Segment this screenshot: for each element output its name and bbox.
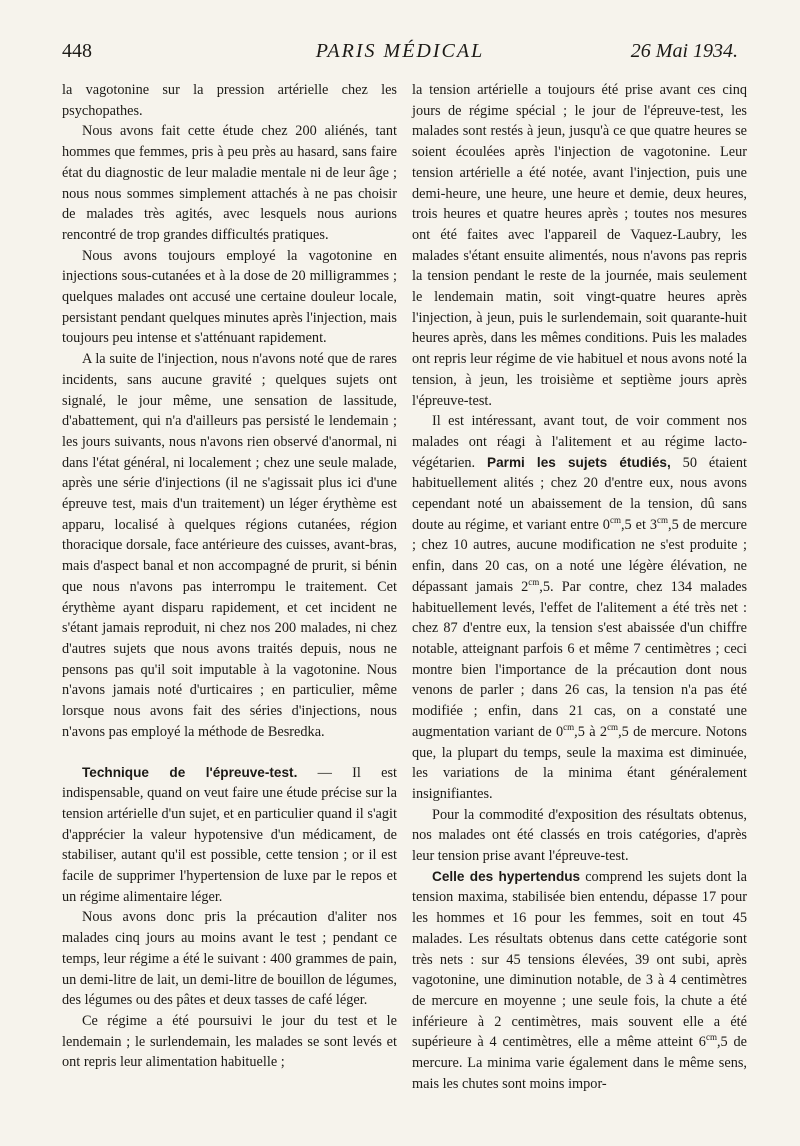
- section-heading: Technique de l'épreuve-test.: [82, 764, 298, 780]
- issue-date: 26 Mai 1934.: [630, 40, 738, 62]
- paragraph: A la suite de l'injection, nous n'avons noté que de rares incidents, sans aucune gravité ; quelques sujets ont signalé, le jour même, une sensation de lassitude, d'abattement, qui n'a d'ailleurs pas persisté le lendemain ; les jours suivants, nous n'avons rien observé d'anormal, ni dans l'état général, ni localement ; chez une seule malade, après une série d'injections (il ne s'agissait plus ici d'une épreuve test, mais d'un traitement) un léger érythème est apparu, localisé à quelques régions cutanées, région thoracique dorsale, face antérieure des cuisses, avant-bras, mais d'aspect banal et non accompagné de prurit, si bénin que nous n'avons pas interrompu le traitement. Cet érythème ayant disparu rapidement, et cet incident ne s'étant jamais reproduit, ni chez nos 200 malades, ni chez d'autres sujets que nous avons traités depuis, nous ne pensons pas qu'il soit imputable à la vagotonine. Nous n'avons jamais noté d'urticaires ; en particulier, même lorsque nous avons fait des séries d'injections, nous n'avons pas employé la méthode de Besredka.: [62, 351, 397, 740]
- paragraph: Celle des hypertendus comprend les sujets dont la tension maxima, stabilisée bien entendu, dépasse 17 pour les hommes et 16 pour les femmes, soit en tout 45 malades. Les résultats obtenus dans cette catégorie sont très nets : sur 45 tensions élevées, 39 ont subi, après vagotonine, une diminution notable, de 3 à 4 centimètres de mercure en moyenne ; une seule fois, la chute a été inférieure à 2 centimètres, mais souvent elle a été supérieure à 4 centimètres, elle a même atteint $6^{cm},5$ de mercure. La minima varie également dans le même sens, mais les chutes sont moins impor-: [412, 868, 748, 1092]
- page-number: 448: [62, 40, 92, 62]
- right-column: [412, 80, 747, 1094]
- running-header: [62, 40, 738, 70]
- unit-superscript: cm: [607, 722, 619, 733]
- paragraph: la tension artérielle a toujours été prise avant ces cinq jours de régime spécial ; le jour de l'épreuve-test, les malades sont restés à jeun, jusqu'à ce que quatre heures se soient écoulées après l'injection de vagotonine. Leur tension artérielle a été notée, avant l'injection, puis une demi-heure, une heure, une heure et demie, deux heures, trois heures et quatre heures après ; toutes nos mesures ont été faites avec l'appareil de Vaquez-Laubry, les malades s'étant ensuite alimentés, nous n'avons pas repris la tension pendant le reste de la journée, mais seulement le lendemain matin, soit vingt-quatre heures après l'injection, à jeun, puis le surlendemain, soit quarante-huit heures après, dans les mêmes conditions. Puis les malades ont repris leur régime de vie habituel et nous avons noté la tension, à jeun, les troisième et septième jours après l'épreuve-test.: [412, 82, 747, 409]
- paragraph-text: — Il est indispensable, quand on veut faire une étude précise sur la tension artérielle d'un sujet, et en particulier quand il s'agit d'apprécier la valeur hypotensive d'un médicament, de stabiliser, autant qu'il est possible, cette tension ; or il est facile de supprimer l'hypertension de luxe par le repos et un régime alimentaire léger.: [62, 764, 397, 905]
- journal-title: PARIS MÉDICAL: [315, 40, 485, 62]
- section-paragraph: [62, 763, 397, 908]
- paragraph: Nous avons donc pris la précaution d'aliter nos malades cinq jours au moins avant le test ; pendant ce temps, leur régime a été le suivant : 400 grammes de pain, un demi-litre de lait, un demi-litre de bouillon de légumes, des légumes ou des pâtes et deux tasses de café léger.: [62, 909, 397, 1009]
- paragraph: Pour la commodité d'exposition des résultats obtenus, nos malades ont été classés en trois catégories, d'après leur tension prise avant l'épreuve-test.: [412, 806, 747, 865]
- unit-superscript: cm: [705, 1032, 717, 1043]
- left-column: [62, 80, 397, 1073]
- paragraph: Nous avons fait cette étude chez 200 aliénés, tant hommes que femmes, pris à peu près au hasard, sans faire état du diagnostic de leur maladie mentale ni de leur âge ; nous nous sommes simplement attachés à ne pas choisir de malades très agités, avec lesquels nous aurions rencontré de trop grandes difficultés pratiques.: [62, 123, 397, 243]
- unit-superscript: cm: [528, 577, 540, 588]
- run-in-heading: Parmi les sujets étudiés,: [487, 454, 671, 470]
- unit-superscript: cm: [609, 515, 621, 525]
- paragraph: Il est intéressant, avant tout, de voir comment nos malades ont réagi à l'alitement et au régime lacto-végétarien. Parmi les sujets étudiés, 50 étaient habituellement alités ; chez 20 d'entre eux, nous avons cependant noté un abaissement de la tension, dû sans doute au régime, et variant entre $0^{cm},5$ et $3^{cm},5$ de mercure ; chez 10 autres, aucune modification ne s'est produite ; enfin, dans 20 cas, on a noté une légère élévation, ne dépassant jamais $2^{cm},5$. Par contre, chez 134 malades habituellement levés, l'effet de l'alitement a été très net : chez 87 d'entre eux, la tension s'est abaissée d'un chiffre notable, atteignant parfois 6 et même 7 centimètres ; ceci montre bien l'importance de la précaution dont nous venons de parler ; dans 26 cas, la tension n'a pas été modifiée ; enfin, dans 21 cas, on a constaté une augmentation variant de $0^{cm},5$ à $2^{cm},5$ de mercure. Notons que, la plupart du temps, seule la maxima est diminuée, les variations de la minima étant généralement insignifiantes.: [412, 413, 748, 802]
- unit-superscript: cm: [563, 722, 575, 733]
- paragraph: la vagotonine sur la pression artérielle chez les psychopathes.: [62, 82, 397, 119]
- paragraph: Nous avons toujours employé la vagotonine en injections sous-cutanées et à la dose de 20 milligrammes ; quelques malades ont accusé une certaine douleur locale, persistant pendant quelques minutes après l'injection, mais toujours peu intense et s'atténuant rapidement.: [62, 247, 397, 347]
- paragraph: Ce régime a été poursuivi le jour du test et le lendemain ; le surlendemain, les malades se sont levés et ont repris leur alimentation habituelle ;: [62, 1012, 397, 1071]
- unit-superscript: cm: [657, 515, 669, 525]
- run-in-heading: Celle des hypertendus: [432, 868, 581, 884]
